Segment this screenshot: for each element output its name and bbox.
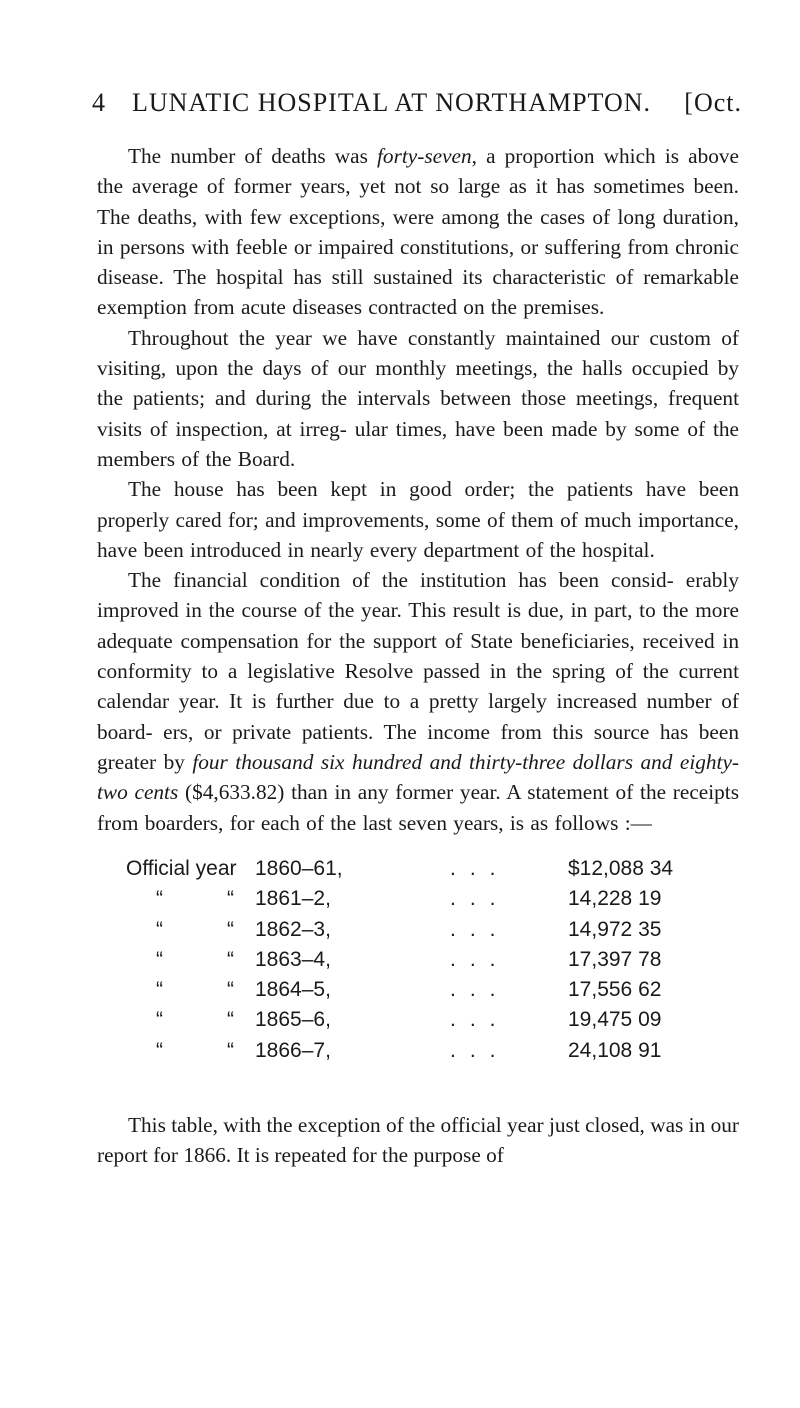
table-row [126,1008,712,1038]
leader-dots: ... [450,887,510,911]
row-amount: $12,088 34 [568,857,674,880]
ditto-mark: “ [156,1038,163,1062]
row-year: 1866–7, [255,1038,331,1062]
leader-dots: ... [450,978,510,1002]
leader-dots: ... [450,1008,510,1032]
paragraph-house-order: The house has been kept in good order; the patients have been properly cared for; and improvements, some of them of much importance, have been introduced in nearly every department of the hospital. [97,477,739,562]
emphasis-amount-words: four thousand six hundred and thirty-three dollars and eighty-two cents [97,749,739,805]
ditto-mark: “ [156,917,163,941]
running-title: LUNATIC HOSPITAL AT NORTHAMPTON. [132,88,652,117]
ditto-mark: “ [156,1008,163,1032]
row-year: 1862–3, [255,917,331,941]
row-amount: 24,108 91 [568,1038,662,1062]
row-amount: 14,228 19 [568,887,662,911]
row-label: Official year [126,857,237,880]
ditto-mark: “ [227,947,234,971]
running-header [92,88,742,128]
ditto-mark: “ [227,978,234,1002]
paragraph-table-note: This table, with the exception of the official year just closed, was in our report for 1866. It is repeated for the purpose of [97,1113,739,1168]
row-year: 1863–4, [255,947,331,971]
paragraph-financial: The financial condition of the institution has been consid- erably improved in the course of the year. This result is due, in part, to the more adequate compensation for the support of State beneficiaries, received in conformity to a legislative Resolve passed in the spring of the current calendar year. It is further due to a pretty largely increased number of board- ers, or private patients. The income from this source has been greater by four thousand six hundred and thirty-three dollars and eighty-two cents ($4,633.82) than in any former year. A statement of the receipts from boarders, for each of the last seven years, is as follows :— [97,568,739,835]
leader-dots: ... [450,947,510,971]
emphasis-forty-seven: forty-seven [377,144,472,168]
ditto-mark: “ [227,1008,234,1032]
table-row [126,887,712,917]
row-year: 1860–61, [255,857,343,880]
paragraph-visiting: Throughout the year we have constantly maintained our custom of visiting, upon the days of our monthly meetings, the halls occupied by the patients; and during the intervals between those meetings, frequent visits of inspection, at irreg- ular times, have been made by some of the members of the Board. [97,325,739,471]
ditto-mark: “ [227,917,234,941]
table-row [126,857,712,887]
leader-dots: ... [450,917,510,941]
ditto-mark: “ [156,978,163,1002]
table-row [126,1039,712,1069]
receipts-table [126,857,712,1069]
row-year: 1864–5, [255,978,331,1002]
row-year: 1861–2, [255,887,331,911]
table-row [126,918,712,948]
closing-text [97,1110,739,1171]
paragraph-deaths: The number of deaths was forty-seven, a proportion which is above the average of former years, yet not so large as it has sometimes been. The deaths, with few exceptions, were among the cases of long duration, in persons with feeble or impaired constitutions, or suffering from chronic disease. The hospital has still sustained its characteristic of remarkable exemption from acute diseases contracted on the premises. [97,144,739,320]
row-amount: 17,556 62 [568,978,662,1002]
ditto-mark: “ [227,887,234,911]
row-amount: 14,972 35 [568,917,662,941]
leader-dots: ... [450,857,510,880]
table-row [126,948,712,978]
running-date: [Oct. [684,88,742,117]
page-number: 4 [92,88,106,117]
row-year: 1865–6, [255,1008,331,1032]
table-row [126,978,712,1008]
body-text [97,141,739,838]
row-amount: 19,475 09 [568,1008,662,1032]
leader-dots: ... [450,1038,510,1062]
ditto-mark: “ [156,887,163,911]
row-amount: 17,397 78 [568,947,662,971]
ditto-mark: “ [227,1038,234,1062]
ditto-mark: “ [156,947,163,971]
